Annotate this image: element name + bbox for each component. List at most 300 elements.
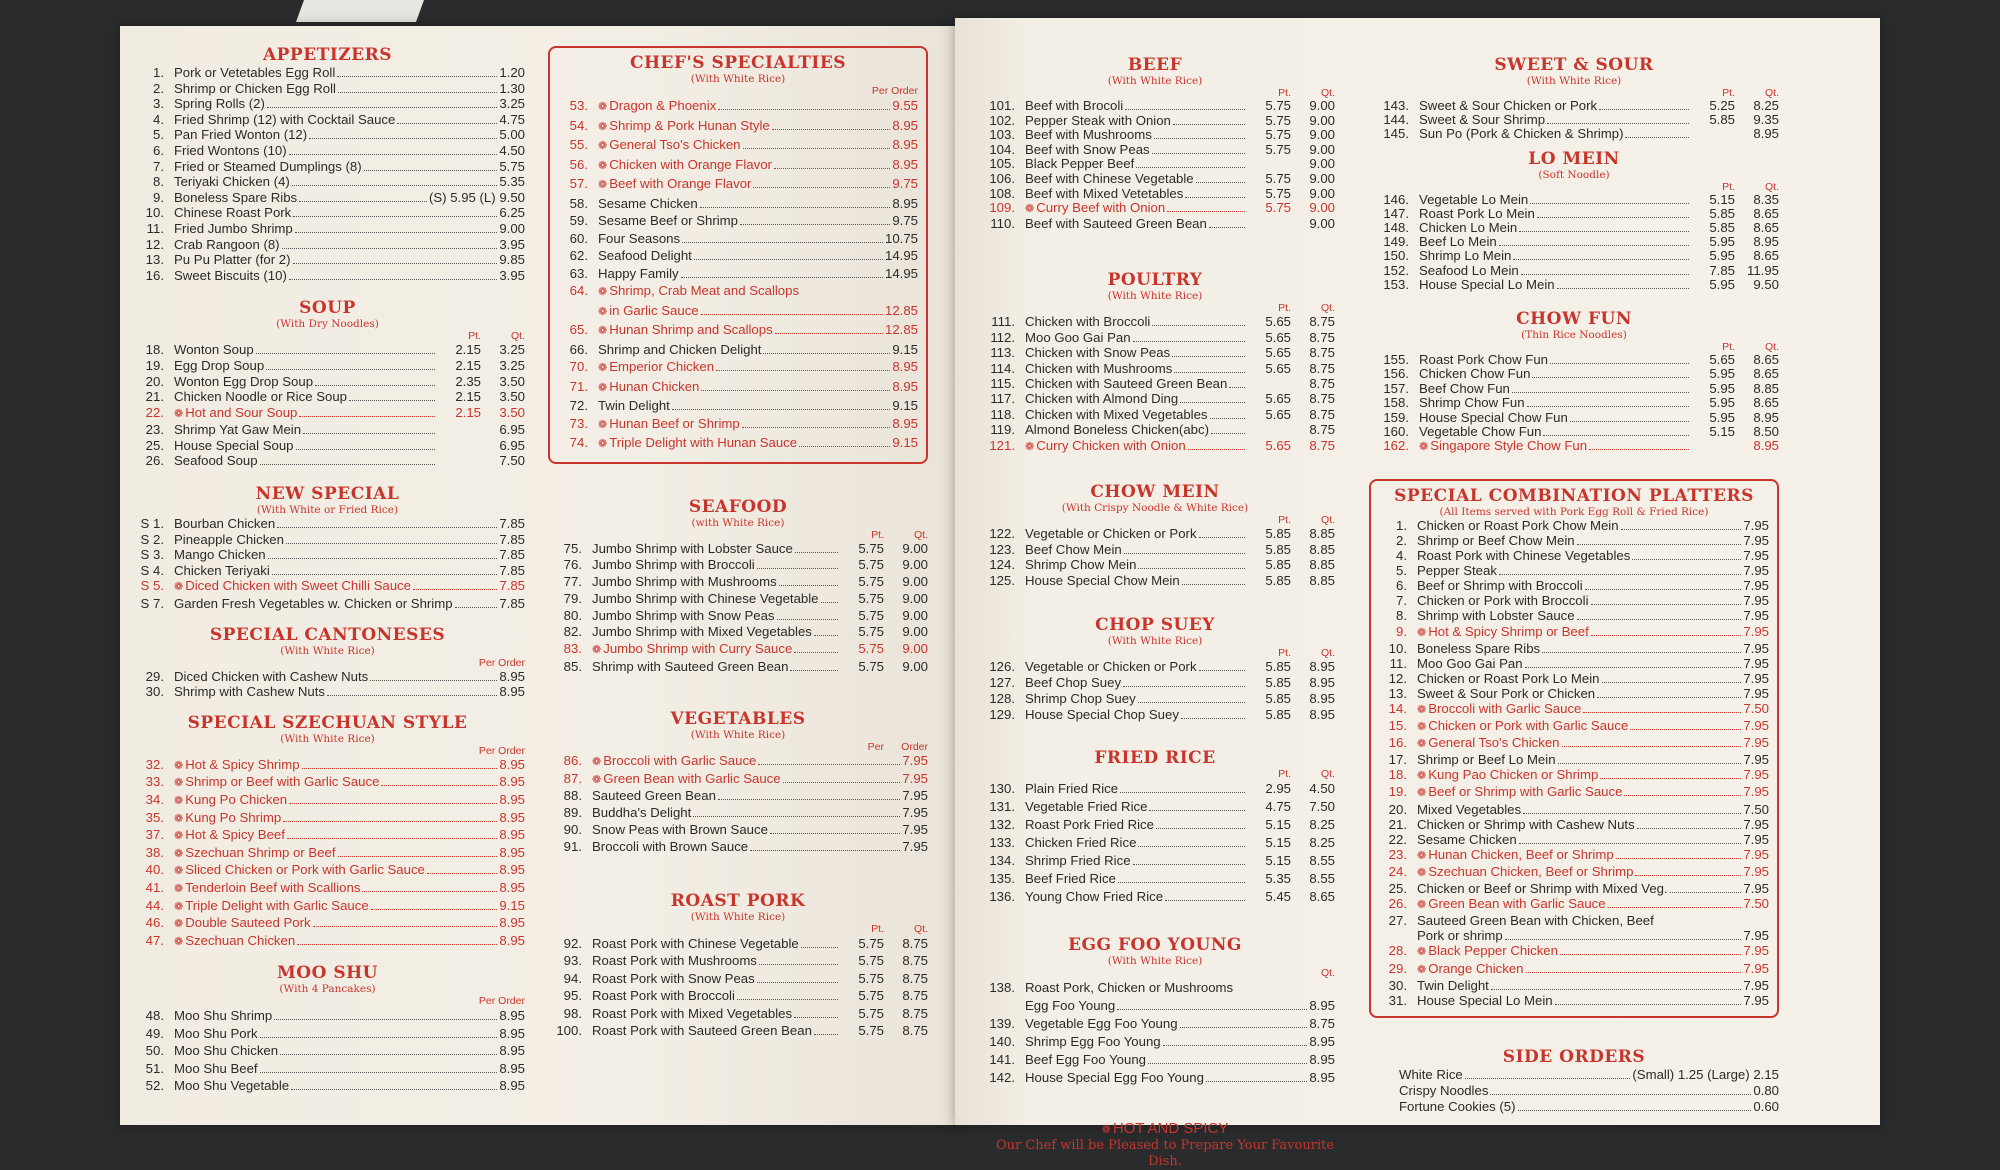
price-quart: 8.75 — [1309, 375, 1335, 391]
menu-item — [1379, 817, 1769, 832]
item-price: 3.95 — [499, 236, 525, 252]
menu-item — [130, 252, 525, 268]
leader-dots — [296, 449, 436, 450]
leader-dots — [370, 680, 497, 681]
item-name: Shrimp with Lobster Sauce — [1417, 608, 1575, 624]
menu-item — [130, 453, 525, 469]
price-quart: 8.95 — [1753, 409, 1779, 425]
price-pint: 5.85 — [1709, 205, 1735, 221]
item-price: 7.95 — [1743, 928, 1769, 944]
item-price: 8.95 — [499, 668, 525, 684]
menu-item — [130, 65, 525, 81]
leader-dots — [1616, 858, 1742, 859]
menu-item — [548, 753, 928, 771]
item-number: 117. — [990, 391, 1015, 407]
item-number: 95. — [563, 988, 582, 1004]
column-header: Pt. — [1278, 302, 1291, 315]
menu-item — [130, 237, 525, 253]
price-pint: 2.15 — [455, 342, 481, 358]
chili-pepper-icon: ❁ — [174, 935, 184, 948]
menu-item — [130, 127, 525, 143]
item-name: Moo Shu Shrimp — [174, 1008, 273, 1024]
menu-column-4 — [1369, 56, 1779, 1115]
item-price: 0.60 — [1753, 1099, 1779, 1115]
item-number: 44. — [145, 897, 164, 913]
item-number: S 1. — [140, 516, 164, 532]
item-name: Shrimp or Beef Lo Mein — [1417, 752, 1556, 768]
price-pint: 5.75 — [858, 970, 884, 986]
leader-dots — [267, 107, 497, 108]
item-number: 143. — [1383, 98, 1409, 113]
leader-dots — [287, 838, 497, 839]
item-price: 7.50 — [1743, 801, 1769, 817]
chili-pepper-icon: ❁ — [598, 140, 608, 152]
menu-item — [975, 997, 1335, 1015]
leader-dots — [693, 816, 900, 817]
price-quart: 9.00 — [902, 590, 928, 606]
price-pint: 5.75 — [858, 1023, 884, 1039]
item-number: 142. — [989, 1070, 1015, 1086]
section-title: SPECIAL SZECHUAN STYLE — [187, 712, 468, 733]
item-name: Hunan Chicken, Beef or Shrimp — [1428, 846, 1614, 862]
price-pint: 5.75 — [858, 624, 884, 640]
item-price: 7.95 — [902, 788, 928, 804]
price-pint: 5.95 — [1709, 276, 1735, 292]
menu-item — [130, 112, 525, 128]
price-quart: 8.75 — [1309, 391, 1335, 407]
item-number: S 2. — [140, 531, 164, 547]
leader-dots — [260, 1037, 498, 1038]
menu-item — [1369, 207, 1779, 221]
chili-pepper-icon: ❁ — [598, 418, 608, 431]
price-pint: 5.75 — [858, 935, 884, 951]
menu-item — [548, 822, 928, 839]
item-name: Snow Peas with Brown Sauce — [592, 822, 768, 838]
item-number: 47. — [145, 932, 164, 948]
item-name: Sauteed Green Bean with Chicken, Beef — [1417, 913, 1654, 929]
item-name: Hunan Beef or Shrimp — [609, 415, 740, 431]
leader-dots — [1188, 449, 1245, 450]
price-quart: 8.85 — [1309, 572, 1335, 588]
price-quart: 8.95 — [1309, 675, 1335, 691]
item-price: 7.95 — [1743, 548, 1769, 564]
menu-item — [975, 143, 1335, 158]
menu-item — [975, 1015, 1335, 1033]
chili-pepper-icon: ❁ — [598, 120, 608, 133]
menu-item — [1379, 735, 1769, 752]
price-pint: 2.95 — [1265, 781, 1291, 797]
item-price: 8.95 — [1309, 1052, 1335, 1068]
leader-dots — [1211, 433, 1245, 434]
column-header: Pt. — [871, 528, 884, 541]
menu-item — [1379, 961, 1769, 978]
item-price: 7.95 — [1743, 943, 1769, 959]
section-title: SPECIAL COMBINATION PLATTERS — [1394, 485, 1754, 506]
menu-item — [975, 870, 1335, 888]
item-number: 27. — [1388, 913, 1407, 929]
item-number: 146. — [1383, 191, 1409, 207]
leader-dots — [1156, 828, 1245, 829]
menu-item — [130, 389, 525, 405]
item-name: Diced Chicken with Sweet Chilli Sauce — [185, 578, 411, 594]
leader-dots — [790, 670, 838, 671]
item-name: Curry Beef with Onion — [1036, 200, 1166, 216]
price-quart: 9.00 — [902, 641, 928, 657]
item-name: Beef with Chinese Vegetable — [1025, 170, 1194, 186]
item-number: 118. — [990, 406, 1015, 422]
section-title: SEAFOOD — [688, 496, 788, 517]
menu-item — [130, 374, 525, 390]
menu-item — [975, 201, 1335, 217]
item-name: General Tso's Chicken — [1428, 735, 1560, 751]
item-price: 7.95 — [1743, 532, 1769, 548]
item-name: Hot and Sour Soup — [185, 404, 298, 420]
item-name: Green Bean with Garlic Sauce — [1428, 896, 1606, 912]
item-price: 9.15 — [892, 341, 918, 357]
column-header: Qt. — [913, 922, 928, 935]
leader-dots — [742, 427, 891, 428]
item-name: House Special Chow Fun — [1419, 409, 1568, 425]
item-number: 60. — [569, 230, 588, 246]
item-name: Hunan Shrimp and Scallops — [609, 322, 773, 337]
item-number: 30. — [145, 684, 164, 700]
menu-item — [1379, 993, 1769, 1008]
price-quart: 9.00 — [902, 607, 928, 623]
section-title: BEEF — [1127, 55, 1183, 75]
leader-dots — [1152, 325, 1245, 326]
item-number: 129. — [989, 707, 1015, 723]
menu-item — [975, 691, 1335, 707]
section-subtitle: (Soft Noodle) — [1538, 168, 1610, 181]
price-quart: 9.00 — [902, 659, 928, 675]
menu-item — [130, 862, 525, 880]
item-number: 86. — [563, 752, 582, 768]
item-name: Diced Chicken with Cashew Nuts — [174, 668, 369, 684]
menu-item — [1369, 278, 1779, 292]
price-quart: 8.65 — [1753, 352, 1779, 368]
price-quart: 9.00 — [902, 574, 928, 590]
price-pint: 5.75 — [1265, 200, 1291, 216]
section-subtitle: (With White Rice) — [1107, 75, 1203, 87]
item-number: 134. — [989, 853, 1015, 869]
menu-item — [975, 798, 1335, 816]
item-number: 138. — [989, 980, 1015, 996]
item-name: Sweet & Sour Pork or Chicken — [1417, 685, 1596, 701]
leader-dots — [1136, 167, 1245, 168]
hot-and-spicy-label: HOT AND SPICY — [1112, 1120, 1229, 1138]
item-name: Fortune Cookies (5) — [1399, 1099, 1516, 1115]
item-price: 7.95 — [1743, 578, 1769, 594]
chili-pepper-icon: ❁ — [1417, 738, 1427, 751]
menu-item — [548, 608, 928, 625]
menu-item — [130, 438, 525, 454]
item-name: Chicken with Mushrooms — [1025, 360, 1173, 376]
column-header: Pt. — [871, 922, 884, 935]
item-number: 9. — [153, 189, 164, 205]
menu-item — [975, 114, 1335, 129]
item-price: 8.95 — [499, 1078, 525, 1094]
price-pint: 5.65 — [1265, 345, 1291, 361]
menu-item — [1379, 656, 1769, 671]
item-number: 159. — [1383, 409, 1409, 425]
menu-column-1 — [130, 46, 525, 1095]
item-price: 7.95 — [1743, 593, 1769, 609]
item-name: Egg Drop Soup — [174, 357, 265, 373]
item-price: 7.95 — [902, 805, 928, 821]
chow-mein-section — [975, 483, 1335, 588]
item-price: 8.95 — [499, 792, 525, 807]
price-quart: 3.50 — [499, 389, 525, 405]
item-number: 50. — [145, 1043, 164, 1059]
menu-item — [1379, 563, 1769, 578]
item-number: 13. — [1388, 685, 1407, 701]
item-name: Vegetable Lo Mein — [1419, 191, 1529, 207]
section-subtitle: (With Dry Noodles) — [276, 318, 379, 331]
item-name: Pork or Vetetables Egg Roll — [174, 65, 336, 80]
chili-pepper-icon: ❁ — [592, 755, 602, 768]
item-number: 156. — [1383, 366, 1409, 382]
leader-dots — [758, 764, 900, 765]
leader-dots — [1525, 667, 1742, 668]
item-name: Fried or Steamed Dumplings (8) — [174, 158, 362, 174]
item-price: 9.55 — [892, 98, 918, 113]
menu-item — [975, 834, 1335, 852]
item-number: 139. — [989, 1016, 1015, 1032]
chili-pepper-icon: ❁ — [174, 865, 184, 878]
item-price: 5.00 — [499, 127, 525, 143]
item-number: 38. — [145, 844, 164, 860]
menu-item — [130, 827, 525, 845]
menu-item — [548, 591, 928, 608]
leader-dots — [757, 568, 838, 569]
item-number: 130. — [989, 781, 1015, 797]
chili-pepper-icon: ❁ — [174, 830, 184, 843]
leader-dots — [1199, 670, 1245, 671]
leader-dots — [1547, 123, 1689, 124]
item-name: Tenderloin Beef with Scallions — [185, 879, 361, 895]
item-price: 8.95 — [1309, 1070, 1335, 1086]
item-price: 7.95 — [1743, 992, 1769, 1008]
price-quart: 9.35 — [1753, 112, 1779, 128]
menu-item — [1379, 608, 1769, 623]
item-name: Roast Pork with Sauteed Green Bean — [592, 1023, 812, 1039]
item-number: 93. — [563, 953, 582, 969]
leader-dots — [795, 552, 838, 553]
price-pint: 5.65 — [1265, 406, 1291, 422]
item-name: Beef Chow Mein — [1025, 541, 1122, 557]
price-quart: 8.95 — [1309, 659, 1335, 675]
item-price: 9.00 — [499, 220, 525, 236]
item-name: Jumbo Shrimp with Chinese Vegetable — [592, 590, 819, 606]
item-name: Moo Goo Gai Pan — [1025, 329, 1131, 345]
item-name: Hot & Spicy Shrimp — [185, 756, 300, 772]
section-subtitle: (With White Rice) — [690, 73, 786, 85]
item-name: Emperior Chicken — [609, 359, 715, 374]
price-pint: 5.25 — [1709, 98, 1735, 113]
leader-dots — [299, 416, 435, 417]
leader-dots — [718, 799, 900, 800]
item-number: 20. — [1388, 801, 1407, 817]
chili-pepper-icon: ❁ — [1417, 963, 1427, 976]
leader-dots — [292, 185, 498, 186]
item-number: 94. — [563, 970, 582, 986]
item-price: 8.95 — [499, 1043, 525, 1059]
beef-section — [975, 56, 1335, 231]
leader-dots — [1125, 109, 1245, 110]
section-subtitle: (With White Rice) — [280, 644, 375, 657]
item-name: Hunan Chicken — [609, 378, 700, 394]
item-price: 8.95 — [499, 844, 525, 860]
item-price: 7.95 — [1743, 685, 1769, 701]
menu-item — [548, 1022, 928, 1040]
item-number: 52. — [145, 1078, 164, 1094]
menu-item — [130, 1042, 525, 1060]
menu-item — [558, 358, 918, 378]
leader-dots — [1154, 138, 1245, 139]
leader-dots — [1199, 537, 1245, 538]
item-name: Shrimp Egg Foo Young — [1025, 1034, 1161, 1050]
item-number: 153. — [1383, 276, 1409, 292]
item-number: 53. — [569, 98, 588, 113]
section-title: CHEF'S SPECIALTIES — [629, 53, 847, 73]
menu-item — [548, 1005, 928, 1023]
menu-item — [975, 1051, 1335, 1069]
item-price: 14.95 — [884, 248, 918, 263]
price-quart: 7.50 — [499, 453, 525, 469]
leader-dots — [1523, 813, 1741, 814]
price-pint: 5.75 — [1265, 127, 1291, 143]
chili-pepper-icon: ❁ — [174, 847, 184, 860]
menu-item — [1379, 718, 1769, 735]
column-header: Qt. — [1764, 87, 1779, 99]
combo-section — [1369, 479, 1779, 1018]
item-number: 12. — [145, 236, 164, 252]
chili-pepper-icon: ❁ — [1417, 787, 1427, 800]
menu-item — [975, 659, 1335, 675]
item-price: 7.95 — [1743, 655, 1769, 671]
item-name: Szechuan Chicken, Beef or Shrimp — [1428, 863, 1634, 879]
item-number: 4. — [1396, 548, 1407, 564]
menu-item — [130, 532, 525, 548]
item-price: 8.95 — [1309, 998, 1335, 1014]
leader-dots — [1585, 589, 1742, 590]
leader-dots — [694, 259, 883, 260]
leader-dots — [672, 409, 890, 410]
item-name: Young Chow Fried Rice — [1025, 889, 1164, 905]
price-quart: 8.55 — [1309, 853, 1335, 869]
menu-item — [1379, 913, 1769, 928]
price-quart: 8.75 — [1309, 314, 1335, 330]
price-quart: 3.25 — [499, 342, 525, 358]
item-name: Moo Shu Beef — [174, 1060, 258, 1076]
item-price: 8.95 — [499, 1060, 525, 1076]
leader-dots — [1182, 584, 1245, 585]
leader-dots — [1519, 843, 1742, 844]
column-headers — [558, 85, 918, 97]
menu-item — [130, 174, 525, 190]
menu-item — [975, 217, 1335, 232]
item-name: General Tso's Chicken — [609, 137, 741, 152]
item-name: Moo Shu Vegetable — [174, 1078, 290, 1094]
item-name: Chicken with Snow Peas — [1025, 345, 1171, 361]
price-quart: 8.65 — [1753, 366, 1779, 382]
menu-item — [1369, 425, 1779, 439]
item-price: 7.95 — [1743, 767, 1769, 783]
menu-item — [130, 190, 525, 206]
menu-item — [975, 780, 1335, 798]
item-number: 6. — [1396, 578, 1407, 594]
column-header: Qt. — [1764, 180, 1779, 193]
item-number: 8. — [1396, 608, 1407, 624]
item-name: Beef with Mixed Vetetables — [1025, 185, 1184, 201]
item-name: Pineapple Chicken — [174, 531, 284, 547]
leader-dots — [772, 129, 891, 130]
price-quart: 8.75 — [902, 1023, 928, 1039]
item-number: 102. — [989, 112, 1015, 128]
hot-and-spicy-legend — [995, 1121, 1335, 1138]
menu-item — [975, 573, 1335, 589]
price-pint: 5.75 — [858, 641, 884, 657]
menu-item — [1379, 518, 1769, 533]
price-pint: 5.75 — [858, 953, 884, 969]
leader-dots — [763, 353, 890, 354]
item-name: Chicken or Pork with Garlic Sauce — [1428, 718, 1629, 734]
column-header: Pt. — [1278, 514, 1291, 526]
section-subtitle: (Thin Rice Noodles) — [1521, 329, 1627, 342]
leader-dots — [701, 314, 883, 315]
menu-item — [1369, 367, 1779, 381]
item-price: 8.95 — [499, 756, 525, 772]
chili-pepper-icon: ❁ — [1025, 440, 1035, 453]
menu-item — [548, 970, 928, 988]
leader-dots — [1490, 1094, 1751, 1095]
item-price: 8.95 — [892, 137, 918, 152]
leader-dots — [1196, 182, 1245, 183]
leader-dots — [1173, 124, 1245, 125]
item-number: 140. — [989, 1034, 1015, 1050]
price-pint: 7.85 — [1709, 262, 1735, 278]
item-name: Sliced Chicken or Pork with Garlic Sauce — [185, 862, 425, 878]
item-name: Beef or Shrimp with Garlic Sauce — [1428, 784, 1623, 800]
menu-item — [1369, 235, 1779, 249]
item-name: Sweet Biscuits (10) — [174, 267, 287, 283]
column-header: Per Order — [871, 85, 918, 97]
item-name: Jumbo Shrimp with Mixed Vegetables — [592, 624, 812, 640]
leader-dots — [282, 248, 498, 249]
chili-pepper-icon: ❁ — [174, 777, 184, 790]
leader-dots — [1499, 245, 1689, 246]
leader-dots — [1167, 211, 1245, 212]
item-price: 7.85 — [499, 516, 525, 532]
column-header: Pt. — [1722, 87, 1735, 99]
item-number: 149. — [1383, 234, 1409, 250]
item-number: 110. — [990, 215, 1015, 231]
item-name: Garden Fresh Vegetables w. Chicken or Shrimp — [174, 596, 453, 612]
item-number: 8. — [153, 174, 164, 190]
menu-item — [1369, 249, 1779, 263]
item-name: Shrimp or Chicken Egg Roll — [174, 80, 336, 96]
menu-item — [1369, 113, 1779, 127]
leader-dots — [397, 123, 497, 124]
price-quart: 9.00 — [902, 624, 928, 640]
price-pint: 5.75 — [1265, 141, 1291, 157]
chili-pepper-icon: ❁ — [174, 918, 184, 931]
leader-dots — [759, 964, 838, 965]
item-price: 8.95 — [499, 932, 525, 948]
item-price: 7.95 — [1743, 816, 1769, 832]
item-number: 22. — [145, 404, 164, 420]
leader-dots — [1608, 907, 1742, 908]
